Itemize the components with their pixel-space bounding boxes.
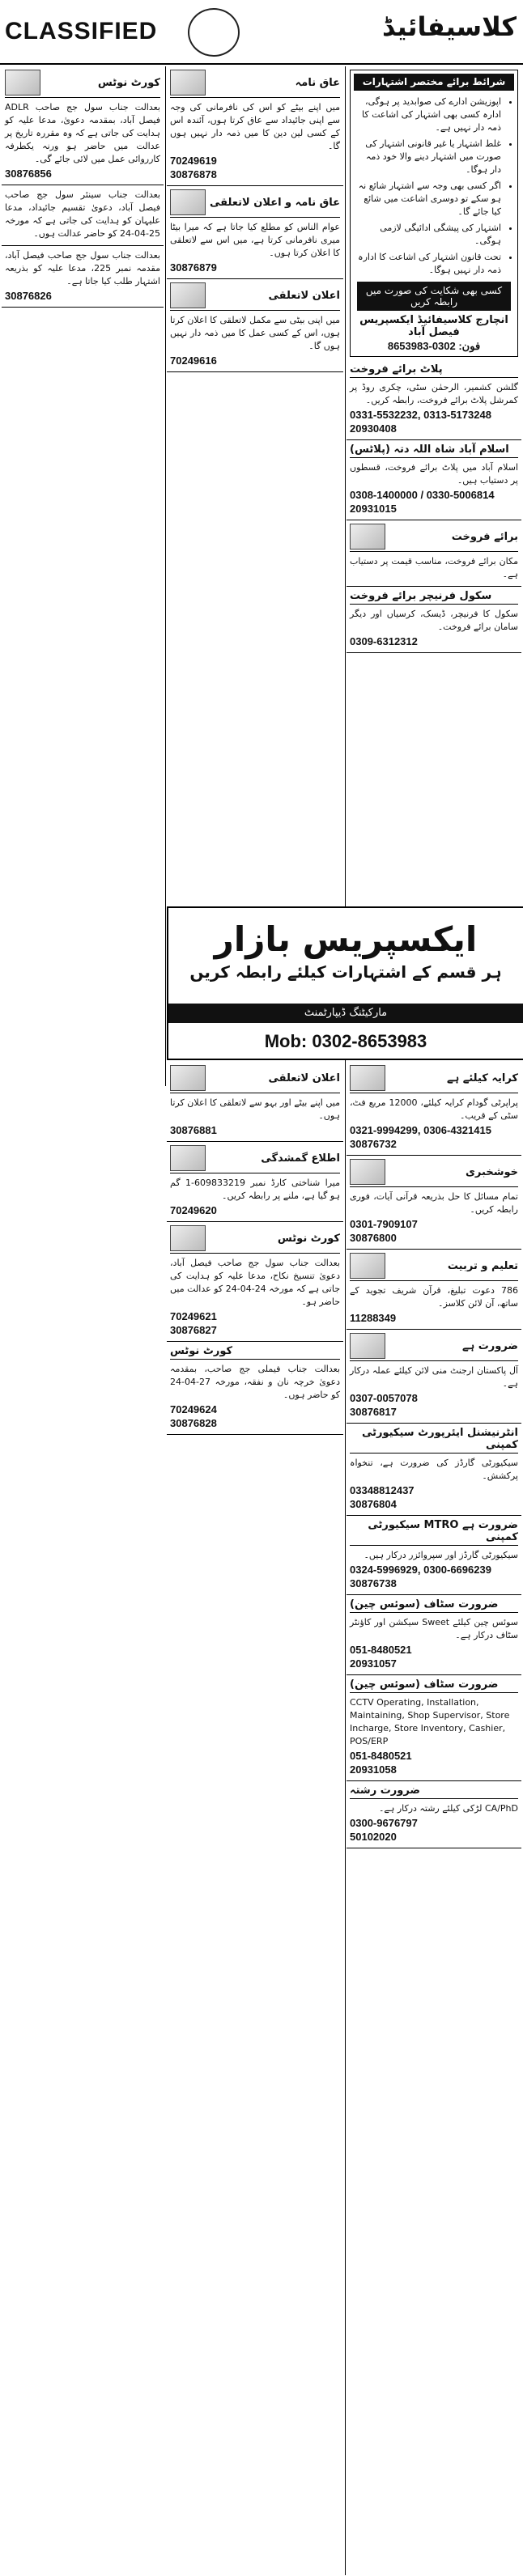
ad-body: تمام مسائل کا حل بذریعہ قرآنی آیات، فوری رابطہ کریں۔ [350, 1191, 518, 1215]
ad-phone: 70249621 [170, 1310, 217, 1322]
ad-body: سوئس چین کیلئے Sweet سیکشن اور کاؤنٹر سٹاف درکار ہے۔ [350, 1617, 518, 1640]
ad-title: انٹرنیشنل ایئرپورٹ سیکیورٹی کمپنی [361, 1427, 518, 1451]
job-ad [347, 1595, 521, 1675]
ad-ref: 30876804 [350, 1498, 397, 1510]
ad-body: بعدالت جناب سینئر سول جج صاحب فیصل آباد، دعویٰ تقسیم جائیداد، مدعا علیہان کو ہدایت کی جاتی ہے کہ مورخہ 25-04-24 کو حاضر عدالت ہوں۔ [5, 189, 160, 239]
ad-phone: 0301-7909107 [350, 1218, 418, 1230]
ad-body: 786 دعوت تبلیغ، قرآن شریف تجوید کے ساتھ، آن لائن کلاسز۔ [350, 1285, 518, 1309]
right-column-top [347, 66, 521, 903]
aaq-nama-ad [167, 66, 343, 186]
quran-icon [350, 1159, 385, 1185]
rule-item: • اگر کسی بھی وجہ سے اشتہار شائع نہ ہو سکے تو دوسری اشاعت میں شائع کیا جائے گا۔ [354, 180, 501, 219]
ad-phone: 0321-9994299, 0306-4321415 [350, 1124, 491, 1136]
education-ad [347, 1250, 521, 1330]
aaq-nama-ad [167, 186, 343, 279]
ad-ref: 20931058 [350, 1763, 397, 1776]
bazaar-dept: مارکیٹنگ ڈیپارٹمنٹ [168, 1004, 523, 1023]
ad-title: اسلام آباد شاہ اللہ دتہ (پلاٹس) [350, 443, 509, 456]
furniture-sale-ad [347, 587, 521, 653]
rules-phone: فون: 0302-8653983 [387, 340, 481, 352]
ad-title: ضرورت ہے MTRO سیکیورٹی کمپنی [368, 1519, 518, 1543]
ad-ref: 30876738 [350, 1577, 397, 1589]
ad-body: میں اپنی بیٹی سے مکمل لاتعلقی کا اعلان کرتا ہوں، اس کے کسی عمل کا میں ذمہ دار نہیں ہوں گا۔ [170, 315, 340, 351]
ad-body: پراپرٹی گودام کرایہ کیلئے، 12000 مربع فٹ، سٹی کے قریب۔ [350, 1097, 518, 1121]
middle-column-bottom [167, 1062, 343, 2567]
ad-phone: 0331-5532232, 0313-5173248 [350, 409, 491, 421]
job-ad [347, 1330, 521, 1424]
rishta-ad [347, 1781, 521, 1848]
ad-ref: 30876800 [350, 1232, 397, 1244]
ad-body: اسلام آباد میں پلاٹ برائے فروخت، قسطوں پر دستیاب ہیں۔ [350, 462, 518, 486]
right-column-bottom [347, 1062, 521, 2567]
chain-icon [170, 70, 206, 95]
rule-item: • اپوزیشن ادارے کی صوابدید پر ہوگی، ادارہ کسی بھی اشتہار کی اشاعت کا ذمہ دار نہیں ہے۔ [354, 95, 501, 134]
ad-title: اعلان لاتعلقی [268, 1072, 340, 1084]
family-icon [170, 189, 206, 215]
ad-title: عاق نامہ و اعلان لاتعلقی [209, 196, 340, 209]
ad-title: سکول فرنیچر برائے فروخت [350, 590, 492, 602]
ad-ref: 20931015 [350, 503, 397, 515]
ad-ref: 20931057 [350, 1657, 397, 1670]
good-news-ad [347, 1156, 521, 1250]
ad-body: سکول کا فرنیچر، ڈیسک، کرسیاں اور دیگر سامان برائے فروخت۔ [350, 609, 518, 632]
ad-body: بعدالت جناب فیملی جج صاحب، بمقدمہ دعویٰ خرچہ نان و نفقہ، مورخہ 27-04-24 کو حاضر ہوں۔ [170, 1364, 340, 1400]
ad-title: ضرورت سٹاف (سوئس چین) [350, 1678, 499, 1691]
ad-body: میرا شناختی کارڈ نمبر 609833219-1 گم ہو گیا ہے، ملنے پر رابطہ کریں۔ [170, 1178, 340, 1201]
ad-body: آل پاکستان ارجنٹ منی لائن کیلئے عملہ درکار ہے۔ [350, 1365, 518, 1389]
ad-body: CCTV Operating, Installation, Maintaining, Shop Supervisor, Store Incharge, Store Inventory, Cashier, POS/ERP [350, 1697, 510, 1746]
masthead-title-ur: کلاسیفائیڈ [381, 11, 517, 42]
ad-body: بعدالت جناب سول جج صاحب ADLR فیصل آباد، بمقدمہ دعویٰ، مدعا علیہ کو ہدایت کی جاتی ہے کہ وہ مقررہ تاریخ پر عدالت میں حاضر ہو ورنہ یکطرفہ کارروائی عمل میں لائی جائے گی۔ [5, 102, 160, 164]
ad-phone: 70249616 [170, 354, 217, 367]
left-column [2, 66, 164, 1086]
rule-item: • اشتہار کی پیشگی ادائیگی لازمی ہوگی۔ [354, 222, 501, 248]
rules-office: انچارج کلاسیفائیڈ ایکسپریس فیصل آباد [359, 314, 508, 338]
plot-sale-ad [347, 360, 521, 440]
bazaar-mobile: Mob: 0302-8653983 [264, 1031, 427, 1051]
ad-ref: 50102020 [350, 1831, 397, 1843]
for-sale-ad [347, 520, 521, 587]
ad-body: سیکیورٹی گارڈز اور سپروائزر درکار ہیں۔ [364, 1550, 518, 1560]
megaphone-icon [170, 1145, 206, 1171]
court-notice-ad [2, 185, 164, 246]
ad-title: کرایہ کیلئے ہے [447, 1072, 518, 1084]
ad-title: برائے فروخت [451, 530, 518, 543]
ad-title: ضرورت سٹاف (سوئس چین) [350, 1598, 499, 1611]
ad-body: CA/PhD لڑکی کیلئے رشتہ درکار ہے۔ [378, 1803, 518, 1814]
ad-phone: 0307-0057078 [350, 1392, 418, 1404]
ad-title: اطلاع گمشدگی [261, 1152, 340, 1165]
ad-ref: 30876732 [350, 1138, 397, 1150]
ad-phone: 051-8480521 [350, 1750, 412, 1762]
ad-body: بعدالت جناب سول جج صاحب فیصل آباد، مقدمہ نمبر 225، مدعا علیہ کو بذریعہ اشتہار طلب کیا جاتا ہے۔ [5, 250, 161, 286]
ad-ref: 30876881 [170, 1124, 217, 1136]
ad-ref: 30876827 [170, 1324, 217, 1336]
job-ad [347, 1516, 521, 1595]
column-divider [345, 66, 346, 2575]
ad-ref: 30876879 [170, 261, 217, 274]
ad-body: میں اپنے بیٹے کو اس کی نافرمانی کی وجہ سے اپنی جائیداد سے عاق کرتا ہوں، آئندہ اس کے کسی لین دین کا میں ذمہ دار نہیں ہوں گا۔ [170, 102, 340, 151]
court-notice-ad [2, 66, 164, 185]
ad-title: اعلان لاتعلقی [268, 289, 340, 302]
education-icon [350, 1253, 385, 1279]
ad-title: کورٹ نوٹس [277, 1232, 340, 1245]
bazaar-title: ایکسپریس بازار [214, 919, 478, 959]
ad-body: میں اپنے بیٹے اور بہو سے لاتعلقی کا اعلان کرتا ہوں۔ [170, 1097, 340, 1121]
ad-phone: 0324-5996929, 0300-6696239 [350, 1564, 491, 1576]
ad-ref: 30876828 [170, 1417, 217, 1429]
ad-phone: 70249619 [170, 155, 217, 167]
court-notice-ad [167, 1222, 343, 1342]
ad-title: ضرورت ہے [461, 1339, 518, 1352]
ad-body: گلشن کشمیر، الرحمٰن سٹی، چکری روڈ پر کمرشل پلاٹ برائے فروخت، رابطہ کریں۔ [350, 382, 518, 405]
court-building-icon [170, 1225, 206, 1251]
masthead-title-en: CLASSIFIED [5, 18, 158, 45]
bazaar-subtitle: ہر قسم کے اشتہارات کیلئے رابطہ کریں [189, 962, 502, 982]
ad-body: مکان برائے فروخت، مناسب قیمت پر دستیاب ہے۔ [350, 556, 518, 579]
ad-title: کورٹ نوٹس [170, 1345, 233, 1357]
court-notice-ad [2, 246, 164, 308]
ad-title: تعلیم و تربیت [447, 1259, 518, 1272]
for-sale-sign-icon [350, 524, 385, 550]
building-icon [350, 1065, 385, 1091]
ad-phone: 0309-6312312 [350, 635, 418, 647]
ad-ref: 30876856 [5, 168, 52, 180]
ad-ref: 30876826 [5, 290, 52, 302]
column-divider [165, 66, 166, 1086]
rule-item: • تحت قانون اشتہار کی اشاعت کا ادارہ ذمہ دار نہیں ہوگا۔ [354, 251, 501, 277]
rule-item: • غلط اشتہار یا غیر قانونی اشتہار کی صورت میں اشتہار دینے والا خود ذمہ دار ہوگا۔ [354, 138, 501, 176]
ad-phone: 051-8480521 [350, 1644, 412, 1656]
ad-ref: 20930408 [350, 422, 397, 435]
ad-title: کورٹ نوٹس [97, 76, 160, 89]
ad-body: عوام الناس کو مطلع کیا جاتا ہے کہ میرا بیٹا میری نافرمانی کرتا ہے، میں اس سے لاتعلقی کا اعلان کرتا ہوں۔ [170, 222, 340, 258]
ad-title: عاق نامہ [295, 76, 340, 89]
court-notice-ad [167, 1342, 343, 1435]
court-building-icon [5, 70, 40, 95]
ad-body: بعدالت جناب سول جج صاحب فیصل آباد، دعویٰ تنسیخ نکاح، مدعا علیہ کو ہدایت کی جاتی ہے کہ مورخہ 24-04-24 کو عدالت میں حاضر ہو۔ [170, 1258, 340, 1307]
money-icon [350, 1333, 385, 1359]
masthead-logo-icon [188, 8, 240, 57]
ad-ref: 30876878 [170, 168, 217, 180]
ad-title: خوشخبری [466, 1165, 518, 1178]
ad-phone: 70249620 [170, 1204, 217, 1216]
express-bazaar-banner [167, 906, 523, 1060]
ad-title: ضرورت رشتہ [350, 1785, 420, 1797]
ad-ref: 30876817 [350, 1406, 397, 1418]
ad-title: پلاٹ برائے فروخت [350, 363, 443, 376]
masthead [0, 0, 523, 65]
rent-ad [347, 1062, 521, 1156]
job-ad [347, 1675, 521, 1781]
rules-heading: شرائط برائے مختصر اشتہارات [354, 74, 514, 91]
ad-phone: 0300-9676797 [350, 1817, 418, 1829]
family-icon [170, 282, 206, 308]
middle-column-top [167, 66, 343, 903]
rules-box [350, 70, 518, 357]
rules-contact: کسی بھی شکایت کی صورت میں رابطہ کریں [357, 282, 511, 311]
ad-body: سیکیورٹی گارڈز کی ضرورت ہے، تنخواہ پرکشش۔ [350, 1458, 518, 1481]
disownment-ad [167, 1062, 343, 1142]
ad-phone: 70249624 [170, 1403, 217, 1415]
ad-phone: 0308-1400000 / 0330-5006814 [350, 489, 495, 501]
family-icon [170, 1065, 206, 1091]
plot-sale-ad [347, 440, 521, 520]
lost-notice-ad [167, 1142, 343, 1222]
ad-phone: 03348812437 [350, 1484, 415, 1496]
ad-ref: 11288349 [350, 1312, 397, 1324]
job-ad [347, 1424, 521, 1516]
disownment-ad [167, 279, 343, 372]
